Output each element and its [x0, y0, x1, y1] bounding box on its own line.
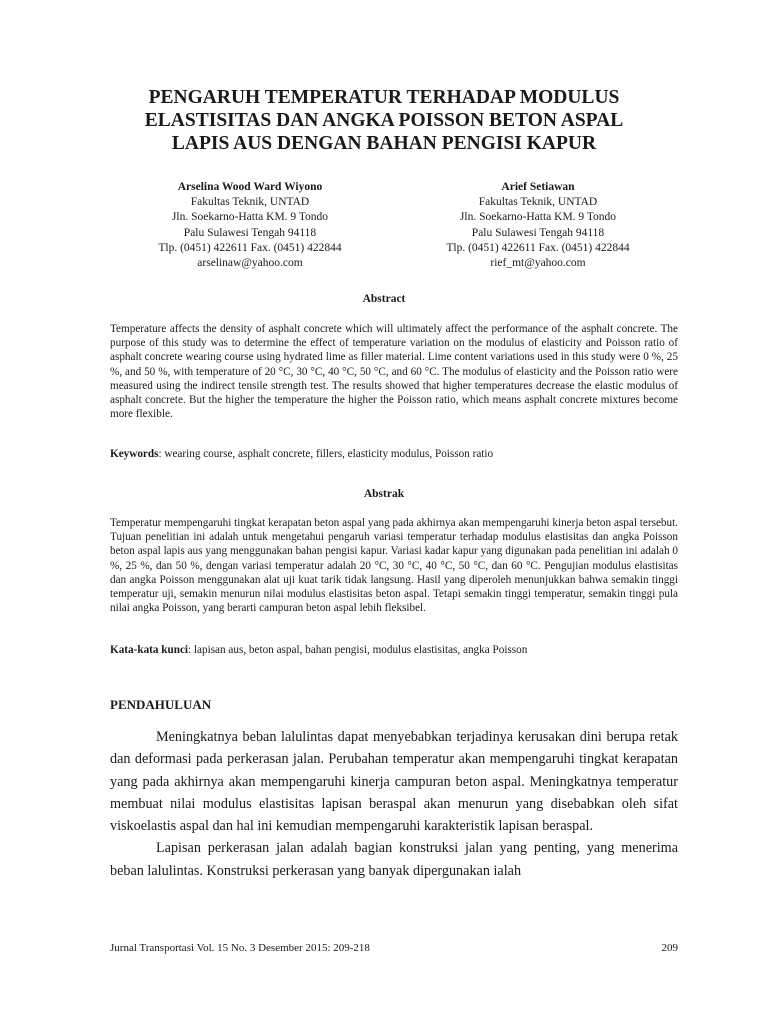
paper-title [110, 86, 658, 155]
page-number: 209 [661, 942, 678, 954]
keywords-text: : wearing course, asphalt concrete, fillers, elasticity modulus, Poisson ratio [158, 448, 494, 460]
author-email: arselinaw@yahoo.com [197, 257, 303, 270]
body-paragraph: Meningkatnya beban lalulintas dapat menyebabkan terjadinya kerusakan dini berupa retak dan deformasi pada perkerasan jalan. Perubahan temperatur akan mempengaruhi tingkat kerapatan yang pada akhirnya akan mempengaruhi kinerja campuran beton aspal. Meningkatnya temperatur membuat nilai modulus elastisitas lapisan beraspal akan menurun yang disebabkan oleh sifat viskoelastis aspal dan hal ini kemudian mempengaruhi karakteristik lapisan beraspal. [110, 729, 678, 835]
author-name: Arief Setiawan [501, 181, 575, 193]
author-affiliation: Fakultas Teknik, UNTAD [190, 196, 310, 209]
title-line: LAPIS AUS DENGAN BAHAN PENGISI KAPUR [171, 133, 597, 154]
author-address: Palu Sulawesi Tengah 94118 [183, 226, 317, 239]
author-name: Arselina Wood Ward Wiyono [177, 181, 323, 193]
author-phone: Tlp. (0451) 422611 Fax. (0451) 422844 [446, 241, 630, 254]
keywords-line [110, 447, 678, 461]
author-block-2 [393, 180, 683, 271]
title-line: PENGARUH TEMPERATUR TERHADAP MODULUS [148, 87, 620, 108]
abstrak-text: Temperatur mempengaruhi tingkat kerapatan beton aspal yang pada akhirnya akan mempengaruhi kinerja beton aspal tersebut. Tujuan penelitian ini adalah untuk mengetahui pengaruh variasi temperatur terhadap modulus elastisitas dan angka Poisson beton aspal lapis aus yang menggunakan bahan pengisi kapur. Variasi kadar kapur yang digunakan pada penelitian ini adalah 0 %, 25 %, dan 50 %, dengan variasi temperatur adalah 20 °C, 30 °C, 40 °C, 50 °C, dan 60 °C. Pengujian modulus elastisitas dan angka Poisson menggunakan alat uji kuat tarik tidak langsung. Hasil yang diperoleh menunjukkan bahwa semakin tinggi temperatur uji, semakin menurun nilai modulus elastisitas beton aspal. Tetapi semakin tinggi temperatur, semakin tinggi pula nilai angka Poisson, yang berarti campuran beton aspal lebih fleksibel. [110, 517, 678, 615]
author-block-1 [105, 180, 395, 271]
footer-journal: Jurnal Transportasi Vol. 15 No. 3 Desember 2015: 209-218 [110, 942, 370, 954]
abstrak-heading: Abstrak [363, 488, 405, 500]
body-paragraph: Lapisan perkerasan jalan adalah bagian konstruksi jalan yang penting, yang menerima beban lalulintas. Konstruksi perkerasan yang banyak dipergunakan ialah [110, 840, 678, 879]
kata-kunci-text: : lapisan aus, beton aspal, bahan pengisi, modulus elastisitas, angka Poisson [188, 644, 528, 656]
keywords-label: Keywords [110, 448, 159, 460]
title-line: ELASTISITAS DAN ANGKA POISSON BETON ASPAL [144, 110, 624, 131]
section-heading: PENDAHULUAN [110, 697, 212, 712]
kata-kunci-label: Kata-kata kunci [110, 644, 189, 656]
author-address: Jln. Soekarno-Hatta KM. 9 Tondo [171, 211, 329, 224]
author-email: rief_mt@yahoo.com [490, 257, 586, 270]
abstract-text: Temperature affects the density of asphalt concrete which will ultimately affect the performance of the asphalt concrete. The purpose of this study was to determine the effect of temperature variation on the modulus of elasticity and Poisson ratio of asphalt concrete wearing course using hydrated lime as filler material. Lime content variations used in this study were 0 %, 25 %, and 50 %, with temperature of 20 °C, 30 °C, 40 °C, 50 °C, and 60 °C. The modulus of elasticity and the Poisson ratio were measured using the indirect tensile strength test. The results showed that higher temperatures decrease the elastic modulus of asphalt concrete. But the higher the temperature the higher the Poisson ratio, which means asphalt concrete mixtures become more flexible. [110, 323, 678, 421]
author-address: Jln. Soekarno-Hatta KM. 9 Tondo [459, 211, 617, 224]
author-phone: Tlp. (0451) 422611 Fax. (0451) 422844 [158, 241, 342, 254]
kata-kunci-line [110, 643, 678, 657]
body-text [110, 726, 678, 882]
abstract-heading: Abstract [362, 293, 406, 305]
author-affiliation: Fakultas Teknik, UNTAD [478, 196, 598, 209]
author-address: Palu Sulawesi Tengah 94118 [471, 226, 605, 239]
